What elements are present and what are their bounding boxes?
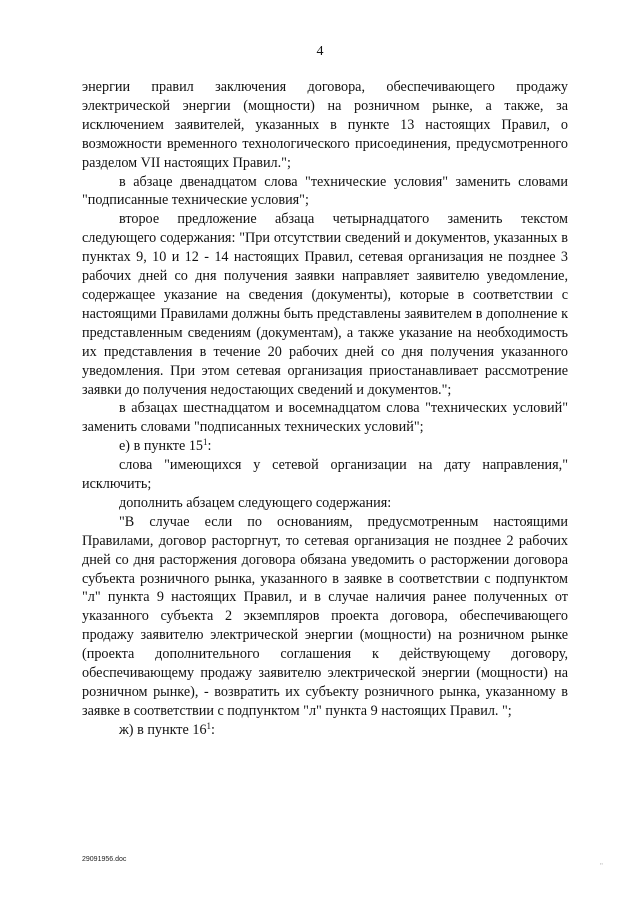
- paragraph: второе предложение абзаца четырнадцатого заменить текстом следующего содержания: "При отсутствии сведений и документов, указанных в пунктах 9, 10 и 12 - 14 настоящих Правил, сетевая организация не позднее 3 рабочих дней со дня получения заявки направляет заявителю уведомление, содержащее указание на сведения (документы), которые в соответствии с настоящими Правилами должны быть представлены заявителем в дополнение к представленным сведениям (документам), а также указание на необходимость их представления в течение 20 рабочих дней со дня получения указанного уведомления. При этом сетевая организация приостанавливает рассмотрение заявки до получения недостающих сведений и документов.";: [82, 211, 568, 398]
- page-number: 4: [316, 44, 324, 59]
- file-code: 29091956.doc: [82, 856, 127, 863]
- paragraph: энергии правил заключения договора, обеспечивающего продажу электрической энергии (мощности) на розничном рынке, а также, за исключением заявителей, указанных в пункте 13 настоящих Правил, о возможности временного технологического присоединения, предусмотренного разделом VII настоящих Правил.";: [82, 79, 568, 171]
- item-tail: :: [211, 721, 215, 738]
- document-body: [82, 78, 568, 740]
- item-text: е) в пункте 15: [119, 438, 204, 455]
- paragraph: в абзацах шестнадцатом и восемнадцатом слова "технических условий" заменить словами "подписанных технических условий";: [82, 400, 568, 436]
- paragraph-item-e: [82, 437, 568, 456]
- item-text: ж) в пункте 16: [119, 721, 207, 738]
- superscript: 1: [203, 437, 208, 448]
- paragraph: в абзаце двенадцатом слова "технические условия" заменить словами "подписанные технические условия";: [82, 173, 568, 209]
- paragraph-item-zh: [82, 721, 568, 740]
- item-tail: :: [207, 438, 212, 455]
- superscript: 1: [206, 720, 212, 731]
- paragraph: "В случае если по основаниям, предусмотренным настоящими Правилами, договор расторгнут, то сетевая организация не позднее 2 рабочих дней со дня расторжения договора обязана уведомить о расторжении договора субъекта розничного рынка, указанного в заявке в соответствии с подпунктом "л" пункта 9 настоящих Правил, и в случае наличия ранее полученных от указанного субъекта 2 экземпляров проекта договора, обеспечивающего продажу заявителю электрической энергии (мощности) на розничном рынке (проекта дополнительного соглашения к действующему договору, обеспечивающему продажу заявителю электрической энергии (мощности) на розничном рынке), - возвратить их субъекту розничного рынка, указанному в заявке в соответствии с подпунктом "л" пункта 9 настоящих Правил. ";: [82, 513, 568, 719]
- paragraph: дополнить абзацем следующего содержания:: [119, 494, 392, 511]
- margin-mark: ": [600, 862, 603, 871]
- paragraph: слова "имеющихся у сетевой организации на дату направления," исключить;: [82, 457, 568, 493]
